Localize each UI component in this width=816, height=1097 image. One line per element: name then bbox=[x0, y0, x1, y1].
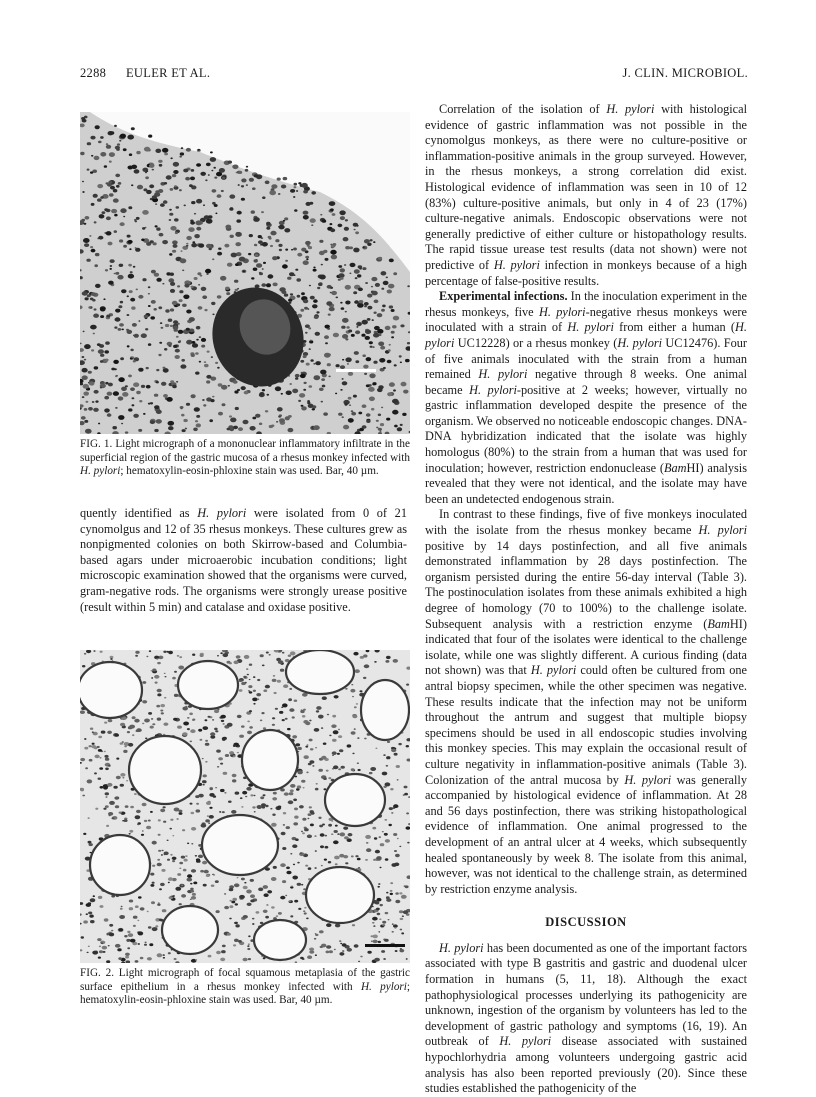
running-header bbox=[0, 66, 816, 86]
figure-2-image bbox=[80, 650, 410, 963]
figure-1-image bbox=[80, 112, 410, 434]
paragraph: quently identified as H. pylori were isolated from 0 of 21 cynomolgus and 12 of 35 rhesus monkeys. These cultures grew as nonpigmented colonies on both Skirrow-based and Columbia-based agars under microaerobic incubation conditions; light microscopic examination showed that the organisms were curved, gram-negative rods. The organisms were strongly urease positive (result within 5 min) and catalase and oxidase positive. bbox=[80, 506, 407, 614]
figure-2-micrograph bbox=[80, 650, 410, 963]
right-column-text bbox=[425, 102, 747, 1097]
paragraph-contrast: In contrast to these findings, five of five monkeys inoculated with the isolate from the rhesus monkey became H. pylori positive by 14 days postinfection, and all five animals demonstrated inflammation by 28 days postinfection. The organism persisted during the entire 56-day interval (Table 3). The postinoculation isolates from these animals exhibited a high degree of homology (70 to 100%) to the challenge isolate. Subsequent analysis with a restriction enzyme (BamHI) indicated that four of the isolates were identical to the challenge isolate, while one was slightly different. A curious finding (data not shown) was that H. pylori could often be cultured from one antral biopsy specimen, while the other specimen was negative. These results indicate that the infection may not be uniform throughout the antrum and suggest that multiple biopsy specimens should be used in all endoscopic studies involving this monkey species. This may explain the occasional result of culture negativity in inflammation-positive animals (Table 3). Colonization of the antral mucosa by H. pylori was generally accompanied by histological evidence of inflammation. At 28 and 56 days postinfection, there was striking histopathological evidence of inflammation. One animal progressed to the development of an antral ulcer at 4 weeks, which subsequently healed spontaneously by week 8. The isolate from this animal, however, was not identical to the challenge strain, as determined by restriction enzyme analysis. bbox=[425, 507, 748, 896]
page-number: 2288 bbox=[80, 66, 107, 80]
figure-2-caption: FIG. 2. Light micrograph of focal squamous metaplasia of the gastric surface epithelium in a rhesus monkey infected with H. pylori; hematoxylin-eosin-phloxine stain was used. Bar, 40 µm. bbox=[80, 967, 410, 1007]
paragraph-discussion: H. pylori has been documented as one of the important factors associated with type B gastritis and gastric and duodenal ulcer formation in humans (5, 11, 18). Although the exact pathophysiological processes underlying its pathogenicity are unknown, ingestion of the organism by volunteers has led to the development of gastric pathology and symptoms (16, 19). An outbreak of H. pylori disease associated with sustained hypochlorhydria among volunteers undergoing gastric acid analysis has also been reported previously (20). Since these studies established the pathogenicity of the bbox=[425, 940, 748, 1096]
figure-1-caption: FIG. 1. Light micrograph of a mononuclear inflammatory infiltrate in the superficial region of the gastric mucosa of a rhesus monkey infected with H. pylori; hematoxylin-eosin-phloxine stain was used. Bar, 40 µm. bbox=[80, 438, 410, 478]
section-heading-discussion: DISCUSSION bbox=[545, 915, 627, 930]
figure-2-label: FIG. 2. bbox=[80, 967, 115, 979]
figure-1-label: FIG. 1. bbox=[80, 438, 113, 450]
left-column-text bbox=[80, 506, 407, 615]
paragraph-experimental-infections: Experimental infections. In the inoculation experiment in the rhesus monkeys, five H. pylori-negative rhesus monkeys were inoculated with a strain of H. pylori from either a human (H. pylori UC12228) or a rhesus monkey (H. pylori UC12476). Four of five animals inoculated with the strain from a human remained H. pylori negative through 8 weeks. One animal became H. pylori-positive at 2 weeks; however, virtually no gastric inflammation developed despite the presence of the organism. We observed no noticeable endoscopic changes. DNA-DNA hybridization indicated that the isolate was highly homologus (80%) to the strain from a human that was used for inoculation; however, restriction endonuclease (BamHI) analysis revealed that they were not identical, and the isolate may have been an undetected endogenous strain. bbox=[425, 289, 748, 506]
paragraph-correlation: Correlation of the isolation of H. pylori with histological evidence of gastric inflammation was not possible in the cynomolgus monkeys, as there were no culture-positive or inflammation-positive animals in the group surveyed. However, in the rhesus monkeys, a strong correlation did exist. Histological evidence of inflammation was seen in 10 of 12 (83%) culture-positive animals, but only in 4 of 23 (17%) culture-negative animals. Endoscopic observations were not generally predictive of either culture or histopathology results. The rapid tissue urease test results (data not shown) were not predictive of H. pylori infection in monkeys because of a high percentage of false-positive results. bbox=[425, 102, 748, 288]
figure-1-micrograph bbox=[80, 112, 410, 434]
run-in-heading: Experimental infections. bbox=[439, 289, 568, 304]
running-authors: EULER ET AL. bbox=[126, 66, 211, 80]
journal-name: J. CLIN. MICROBIOL. bbox=[622, 66, 748, 80]
